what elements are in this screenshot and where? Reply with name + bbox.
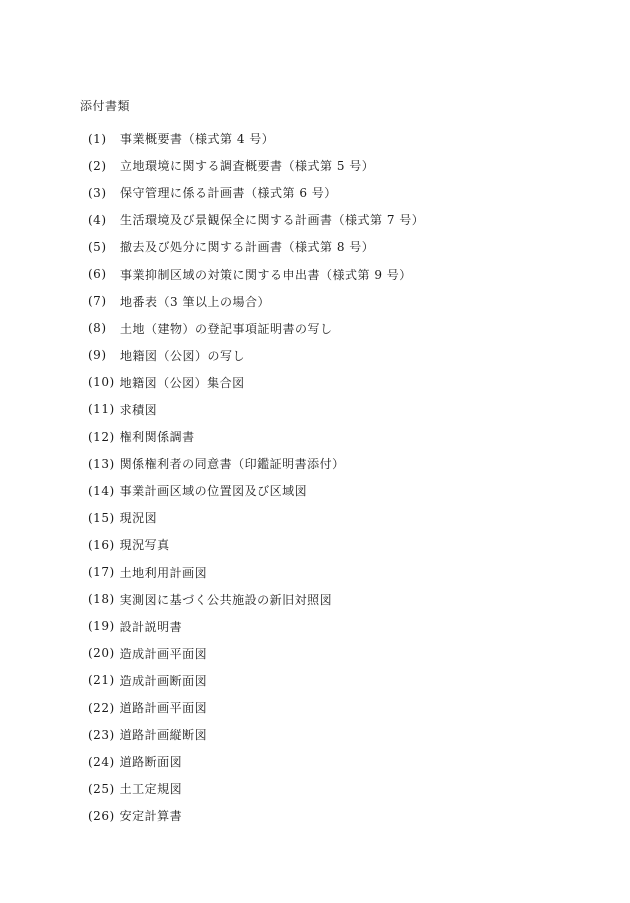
item-text: 土地（建物）の登記事項証明書の写し bbox=[120, 321, 333, 336]
item-text: 事業計画区域の位置図及び区域図 bbox=[119, 484, 308, 499]
list-item bbox=[88, 559, 424, 586]
item-number: (12) bbox=[88, 429, 115, 444]
item-number: (23) bbox=[88, 727, 115, 742]
item-number: (2) bbox=[88, 158, 107, 173]
list-item bbox=[88, 288, 424, 315]
list-item bbox=[88, 504, 424, 531]
item-number: (16) bbox=[88, 537, 115, 552]
item-text: 関係権利者の同意書（印鑑証明書添付） bbox=[119, 457, 345, 472]
item-number: (5) bbox=[88, 239, 107, 254]
list-item bbox=[88, 233, 424, 260]
list-item bbox=[88, 748, 424, 775]
list-item bbox=[88, 342, 424, 369]
item-text: 土地利用計画図 bbox=[119, 565, 208, 580]
item-number: (8) bbox=[88, 321, 107, 336]
list-item bbox=[88, 531, 424, 558]
list-item bbox=[88, 694, 424, 721]
list-item bbox=[88, 315, 424, 342]
item-number: (17) bbox=[88, 565, 115, 580]
item-text: 造成計画断面図 bbox=[119, 673, 208, 688]
item-text: 求積図 bbox=[119, 402, 158, 417]
item-text: 権利関係調書 bbox=[119, 430, 195, 445]
item-text: 土工定規図 bbox=[119, 782, 183, 797]
item-text: 安定計算書 bbox=[119, 809, 183, 824]
item-number: (4) bbox=[88, 212, 107, 227]
list-item bbox=[88, 640, 424, 667]
item-number: (24) bbox=[88, 754, 115, 769]
item-number: (13) bbox=[88, 456, 115, 471]
item-number: (21) bbox=[88, 673, 115, 688]
list-item bbox=[88, 206, 424, 233]
section-heading: 添付書類 bbox=[80, 99, 131, 113]
item-text: 地籍図（公図）の写し bbox=[120, 348, 246, 363]
list-item bbox=[88, 260, 424, 287]
list-item bbox=[88, 179, 424, 206]
list-item bbox=[88, 396, 424, 423]
item-number: (19) bbox=[88, 619, 115, 634]
item-number: (25) bbox=[88, 781, 115, 796]
item-text: 立地環境に関する調査概要書（様式第 5 号） bbox=[120, 159, 375, 174]
item-number: (14) bbox=[88, 483, 115, 498]
item-text: 地番表（3 筆以上の場合） bbox=[120, 294, 270, 309]
list-item bbox=[88, 450, 424, 477]
list-item bbox=[88, 613, 424, 640]
list-item bbox=[88, 802, 424, 829]
item-number: (1) bbox=[88, 131, 107, 146]
item-text: 保守管理に係る計画書（様式第 6 号） bbox=[120, 186, 337, 201]
item-number: (15) bbox=[88, 510, 115, 525]
list-item bbox=[88, 152, 424, 179]
item-number: (11) bbox=[88, 402, 115, 417]
list-item bbox=[88, 477, 424, 504]
item-text: 事業抑制区域の対策に関する申出書（様式第 9 号） bbox=[120, 267, 412, 282]
item-number: (6) bbox=[88, 267, 107, 282]
item-text: 地籍図（公図）集合図 bbox=[119, 375, 245, 390]
list-item bbox=[88, 775, 424, 802]
item-text: 設計説明書 bbox=[119, 619, 183, 634]
item-number: (18) bbox=[88, 592, 115, 607]
list-item bbox=[88, 125, 424, 152]
item-number: (7) bbox=[88, 294, 107, 309]
list-item bbox=[88, 667, 424, 694]
item-text: 造成計画平面図 bbox=[119, 646, 208, 661]
list-item bbox=[88, 721, 424, 748]
item-text: 現況図 bbox=[119, 511, 158, 526]
item-text: 道路断面図 bbox=[119, 755, 183, 770]
item-text: 撤去及び処分に関する計画書（様式第 8 号） bbox=[120, 240, 375, 255]
item-number: (26) bbox=[88, 808, 115, 823]
item-text: 道路計画平面図 bbox=[119, 701, 208, 716]
item-number: (10) bbox=[88, 375, 115, 390]
item-text: 道路計画縦断図 bbox=[119, 728, 208, 743]
list-item bbox=[88, 586, 424, 613]
item-text: 事業概要書（様式第 4 号） bbox=[120, 132, 275, 147]
item-text: 現況写真 bbox=[119, 538, 170, 553]
item-number: (22) bbox=[88, 700, 115, 715]
list-item bbox=[88, 423, 424, 450]
item-number: (3) bbox=[88, 185, 107, 200]
item-text: 実測図に基づく公共施設の新旧対照図 bbox=[119, 592, 333, 607]
item-text: 生活環境及び景観保全に関する計画書（様式第 7 号） bbox=[120, 213, 425, 228]
item-number: (9) bbox=[88, 348, 107, 363]
attachment-list bbox=[88, 125, 424, 829]
list-item bbox=[88, 369, 424, 396]
item-number: (20) bbox=[88, 646, 115, 661]
